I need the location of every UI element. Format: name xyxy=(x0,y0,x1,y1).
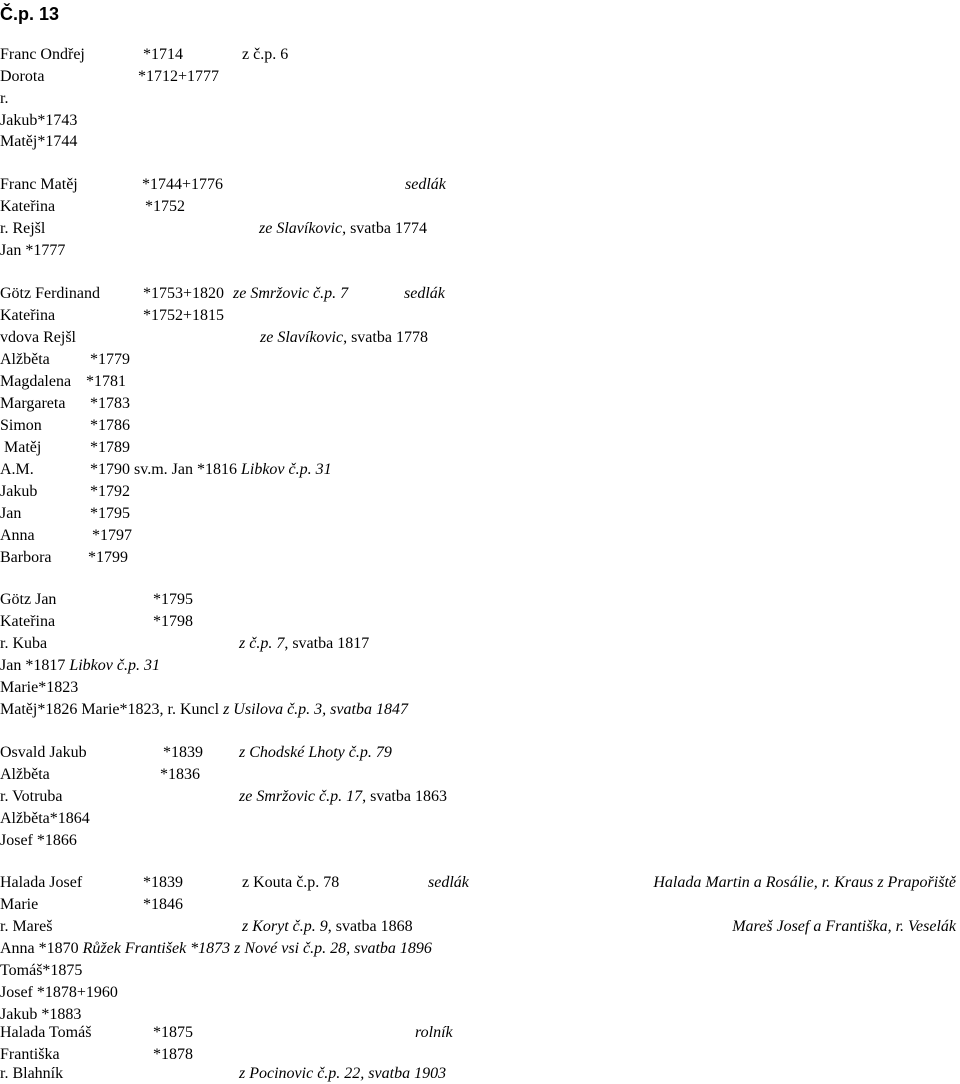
birth-date: *1744+1776 xyxy=(142,176,224,193)
family-5-row xyxy=(0,786,960,808)
family-2-head xyxy=(0,174,960,196)
occupation: sedlák xyxy=(404,285,445,302)
person-name: r. Mareš xyxy=(0,918,53,935)
family-4-row xyxy=(0,677,960,699)
birth-date: *1783 xyxy=(90,395,130,412)
person-name: Margareta xyxy=(0,395,66,412)
person-name: Marie*1823 xyxy=(0,679,79,696)
person-name: Götz Ferdinand xyxy=(0,285,100,302)
birth-date: *1798 xyxy=(153,613,193,630)
family-6-head xyxy=(0,872,960,894)
person-name: Jakub *1883 xyxy=(0,1006,82,1023)
person-name: Jan *1817 xyxy=(0,657,66,674)
birth-date: *1878 xyxy=(153,1046,193,1063)
family-7-row xyxy=(0,1064,960,1084)
person-name: Anna *1870 xyxy=(0,940,79,957)
person-name: Götz Jan xyxy=(0,591,57,608)
origin-place: z Koryt č.p. 9 xyxy=(242,918,328,935)
person-name: Magdalena xyxy=(0,373,72,390)
person-name: r. Rejšl xyxy=(0,220,46,237)
birth-date: *1797 xyxy=(92,527,132,544)
family-7-head xyxy=(0,1023,960,1043)
family-3-row xyxy=(0,481,960,503)
person-name: Františka xyxy=(0,1046,60,1063)
origin-place: z č.p. 6 xyxy=(242,46,289,63)
family-3-row xyxy=(0,437,960,459)
origin-place: ze Smržovic č.p. 7 xyxy=(233,285,349,302)
occupation: sedlák xyxy=(428,874,469,891)
family-3-row xyxy=(0,371,960,393)
origin-place: z Kouta č.p. 78 xyxy=(242,874,340,891)
family-6-row xyxy=(0,982,960,1004)
person-name: r. Votruba xyxy=(0,788,63,805)
person-name: Franc Ondřej xyxy=(0,46,85,63)
spouse-note: Růžek František *1873 z Nové vsi č.p. 28, svatba 1896 xyxy=(82,940,432,957)
origin-place: Libkov č.p. 31 xyxy=(240,461,332,478)
origin-place: ze Slavíkovic xyxy=(260,329,344,346)
person-name: Kateřina xyxy=(0,307,56,324)
person-name: Halada Josef xyxy=(0,874,83,891)
origin-place: z Chodské Lhoty č.p. 79 xyxy=(239,744,392,761)
person-name: Matěj*1744 xyxy=(0,133,78,150)
origin-place: ze Smržovic č.p. 17 xyxy=(239,788,363,805)
family-6-row xyxy=(0,938,960,960)
marriage-note: , svatba 1817 xyxy=(284,635,370,652)
person-name: Franc Matěj xyxy=(0,176,78,193)
family-3-row xyxy=(0,525,960,547)
person-name: Matěj xyxy=(4,439,42,456)
family-1-row xyxy=(0,131,960,153)
family-1-row xyxy=(0,110,960,132)
family-4-head xyxy=(0,589,960,611)
birth-date: *1795 xyxy=(153,591,193,608)
person-name: Kateřina xyxy=(0,198,56,215)
family-4-row xyxy=(0,655,960,677)
page-title: Č.p. 13 xyxy=(0,4,60,24)
family-3-row xyxy=(0,459,960,481)
person-name: r. Blahník xyxy=(0,1065,64,1082)
family-4-row xyxy=(0,699,960,721)
person-name: Alžběta*1864 xyxy=(0,810,90,827)
birth-date: *1779 xyxy=(90,351,130,368)
birth-date: *1753+1820 xyxy=(143,285,225,302)
family-6-row xyxy=(0,960,960,982)
birth-date: *1781 xyxy=(86,373,126,390)
birth-date: *1714 xyxy=(143,46,183,63)
person-name: Barbora xyxy=(0,549,52,566)
origin-place: ze Slavíkovic xyxy=(259,220,343,237)
marriage-note: , svatba 1774 xyxy=(342,220,427,237)
parents-note: Halada Martin a Rosálie, r. Kraus z Prapořiště xyxy=(653,874,956,891)
birth-date: *1792 xyxy=(90,483,130,500)
family-3-head xyxy=(0,283,960,305)
family-7-row xyxy=(0,1045,960,1065)
marriage-note: , svatba 1863 xyxy=(362,788,447,805)
origin-place: z Usilova č.p. 3, svatba 1847 xyxy=(223,701,408,718)
person-name: Simon xyxy=(0,417,42,434)
person-name: Josef *1878+1960 xyxy=(0,984,118,1001)
family-4-row xyxy=(0,633,960,655)
origin-place: Libkov č.p. 31 xyxy=(69,657,160,674)
family-3-row xyxy=(0,305,960,327)
person-name: Kateřina xyxy=(0,613,56,630)
birth-date: *1875 xyxy=(153,1024,193,1041)
birth-date: *1712+1777 xyxy=(138,68,220,85)
family-6-row xyxy=(0,916,960,938)
family-5-row xyxy=(0,830,960,852)
birth-date: *1799 xyxy=(88,549,128,566)
family-4-row xyxy=(0,611,960,633)
family-3-row xyxy=(0,415,960,437)
family-3-row xyxy=(0,503,960,525)
marriage-note: , svatba 1868 xyxy=(327,918,413,935)
parents-note: Mareš Josef a Františka, r. Veselák xyxy=(732,918,956,935)
birth-date: *1790 sv.m. Jan *1816 xyxy=(90,461,237,478)
person-name: Alžběta xyxy=(0,766,50,783)
birth-date: *1752 xyxy=(145,198,185,215)
family-1-row xyxy=(0,66,960,88)
family-3-row xyxy=(0,327,960,349)
person-name: Jakub*1743 xyxy=(0,112,78,129)
person-name: Jan *1777 xyxy=(0,242,66,259)
family-5-row xyxy=(0,808,960,830)
family-3-row xyxy=(0,547,960,569)
person-name: r. xyxy=(0,90,9,107)
person-name: Josef *1866 xyxy=(0,832,77,849)
birth-date: *1786 xyxy=(90,417,130,434)
person-name: Alžběta xyxy=(0,351,50,368)
family-6-row xyxy=(0,894,960,916)
family-1-head xyxy=(0,44,960,66)
birth-date: *1752+1815 xyxy=(143,307,225,324)
marriage-note: , svatba 1778 xyxy=(343,329,428,346)
person-name: Tomáš*1875 xyxy=(0,962,83,979)
birth-date: *1795 xyxy=(90,505,130,522)
occupation: sedlák xyxy=(405,176,446,193)
family-2-row xyxy=(0,218,960,240)
person-name: Jakub xyxy=(0,483,38,500)
family-2-row xyxy=(0,240,960,262)
birth-date: *1839 xyxy=(143,874,183,891)
family-5-row xyxy=(0,764,960,786)
person-name: r. Kuba xyxy=(0,635,48,652)
person-name: vdova Rejšl xyxy=(0,329,76,346)
person-name: Marie xyxy=(0,896,39,913)
birth-date: *1789 xyxy=(90,439,130,456)
person-name: A.M. xyxy=(0,461,34,478)
origin-place: z č.p. 7 xyxy=(239,635,285,652)
birth-date: *1839 xyxy=(163,744,203,761)
origin-place: z Pocinovic č.p. 22, svatba 1903 xyxy=(239,1065,447,1082)
family-2-row xyxy=(0,196,960,218)
occupation: rolník xyxy=(415,1024,453,1041)
family-1-row xyxy=(0,88,960,110)
person-name: Matěj*1826 Marie*1823, r. Kuncl xyxy=(0,701,220,718)
family-3-row xyxy=(0,393,960,415)
birth-date: *1836 xyxy=(160,766,200,783)
family-3-row xyxy=(0,349,960,371)
person-name: Anna xyxy=(0,527,35,544)
person-name: Halada Tomáš xyxy=(0,1024,92,1041)
person-name: Jan xyxy=(0,505,22,522)
birth-date: *1846 xyxy=(143,896,183,913)
family-5-head xyxy=(0,742,960,764)
person-name: Osvald Jakub xyxy=(0,744,87,761)
person-name: Dorota xyxy=(0,68,45,85)
